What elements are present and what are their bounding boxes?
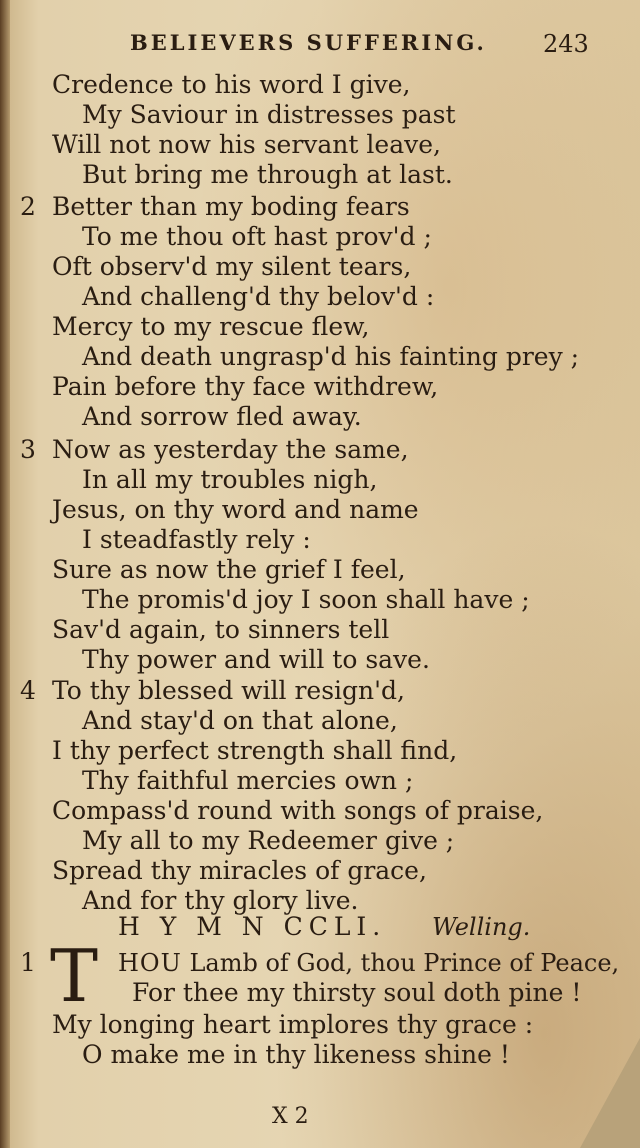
running-head-title: BELIEVERS SUFFERING. <box>130 30 487 55</box>
verse-line: And challeng'd thy belov'd : <box>82 282 435 311</box>
verse-line: But bring me through at last. <box>82 160 453 189</box>
verse-line: Credence to his word I give, <box>52 70 411 99</box>
hymn-tune-name: Welling. <box>432 913 531 941</box>
verse-line: O make me in thy likeness shine ! <box>82 1040 510 1069</box>
torn-corner <box>580 1038 640 1148</box>
verse-line: Thy faithful mercies own ; <box>82 766 414 795</box>
verse-line: Thy power and will to save. <box>82 645 430 674</box>
verse-line: My Saviour in distresses past <box>82 100 456 129</box>
page-gutter <box>0 0 10 1148</box>
verse-line: And stay'd on that alone, <box>82 706 398 735</box>
hymn-heading: H Y M N CCLI. <box>118 912 387 941</box>
verse-line: For thee my thirsty soul doth pine ! <box>132 978 582 1007</box>
verse-line: The promis'd joy I soon shall have ; <box>82 585 530 614</box>
verse-line: And sorrow fled away. <box>82 402 362 431</box>
verse-line: Will not now his servant leave, <box>52 130 441 159</box>
verse-line: My all to my Redeemer give ; <box>82 826 455 855</box>
first-line-text: Lamb of God, thou Prince of Peace, <box>181 949 620 977</box>
verse-line: And for thy glory live. <box>82 886 359 915</box>
verse-line: To thy blessed will resign'd, <box>52 676 405 705</box>
stanza-number: 4 <box>20 676 36 705</box>
stanza-number: 2 <box>20 192 36 221</box>
drop-cap: T <box>50 934 99 1018</box>
verse-line: My longing heart implores thy grace : <box>52 1010 534 1039</box>
verse-line: Jesus, on thy word and name <box>52 495 419 524</box>
verse-line: To me thou oft hast prov'd ; <box>82 222 432 251</box>
verse-line: Sure as now the grief I feel, <box>52 555 406 584</box>
hymn-first-line <box>118 948 619 978</box>
verse-line: Mercy to my rescue flew, <box>52 312 370 341</box>
verse-line: I steadfastly rely : <box>82 525 311 554</box>
verse-line: Sav'd again, to sinners tell <box>52 615 390 644</box>
running-head <box>0 30 640 60</box>
verse-line: I thy perfect strength shall find, <box>52 736 458 765</box>
stanza-number: 3 <box>20 435 36 464</box>
verse-line: And death ungrasp'd his fainting prey ; <box>82 342 580 371</box>
verse-line: Spread thy miracles of grace, <box>52 856 427 885</box>
verse-line: In all my troubles nigh, <box>82 465 378 494</box>
signature-mark: X 2 <box>272 1104 309 1129</box>
verse-line: Compass'd round with songs of praise, <box>52 796 544 825</box>
first-line-smallcaps: HOU <box>118 949 182 977</box>
page-number: 243 <box>543 30 589 58</box>
verse-line: Now as yesterday the same, <box>52 435 409 464</box>
stanza-number: 1 <box>20 948 36 977</box>
verse-line: Pain before thy face withdrew, <box>52 372 439 401</box>
verse-line: Better than my boding fears <box>52 192 410 221</box>
verse-line: Oft observ'd my silent tears, <box>52 252 412 281</box>
